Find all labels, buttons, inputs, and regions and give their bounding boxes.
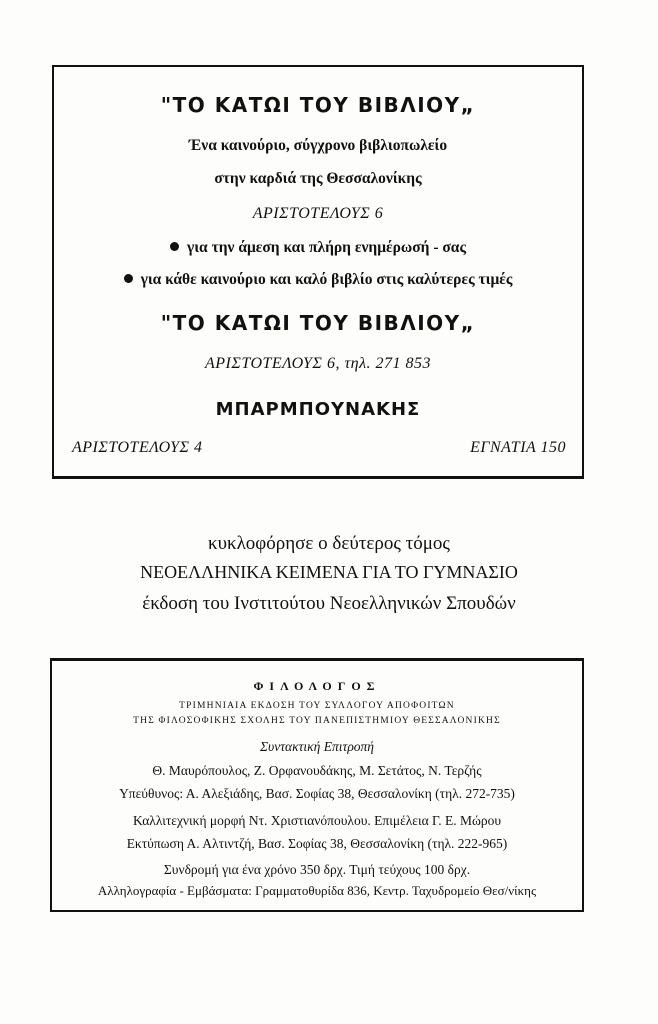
ad-bullet-1-text: για την άμεση και πλήρη ενημέρωσή - σας (186, 239, 466, 256)
ad-bullet-2 (54, 271, 582, 289)
ad-bullet-2-text: για κάθε καινούριο και καλό βιβλίο στις καλύτερες τιμές (140, 271, 513, 288)
ad-bullet-1 (54, 239, 582, 257)
ad-left-address: ΑΡΙΣΤΟΤΕΛΟΥΣ 4 (72, 439, 203, 456)
colophon-subtitle-2: ΤΗΣ ΦΙΛΟΣΟΦΙΚΗΣ ΣΧΟΛΗΣ ΤΟΥ ΠΑΝΕΠΙΣΤΗΜΙΟΥ ΘΕΣΣΑΛΟΝΙΚΗΣ (133, 716, 501, 726)
art-credit: Καλλιτεχνική μορφή Ντ. Χριστιανόπουλου. Επιμέλεια Γ. Ε. Μώρου (132, 813, 502, 828)
ad-address: ΑΡΙΣΤΟΤΕΛΟΥΣ 6 (252, 205, 384, 222)
ad-brand: ΜΠΑΡΜΠΟΥΝΑΚΗΣ (215, 399, 421, 420)
responsible-editor: Υπεύθυνος: Α. Αλεξιάδης, Βασ. Σοφίας 38, Θεσσαλονίκη (τηλ. 272-735) (119, 786, 515, 801)
subscription-info: Συνδρομή για ένα χρόνο 350 δρχ. Τιμή τεύχους 100 δρχ. (163, 862, 471, 877)
committee-label: Συντακτική Επιτροπή (259, 739, 375, 754)
colophon-box (50, 658, 584, 912)
ad-title-repeat: "ΤΟ ΚΑΤΩΙ ΤΟΥ ΒΙΒΛΙΟΥ„ (160, 311, 476, 335)
printing-credit: Εκτύπωση Α. Αλτιντζή, Βασ. Σοφίας 38, Θεσσαλονίκη (τηλ. 222-965) (126, 836, 508, 851)
colophon-subtitle-1: ΤΡΙΜΗΝΙΑΙΑ ΕΚΔΟΣΗ ΤΟΥ ΣΥΛΛΟΓΟΥ ΑΠΟΦΟΙΤΩΝ (179, 701, 455, 711)
committee-members: Θ. Μαυρόπουλος, Ζ. Ορφανουδάκης, Μ. Σετάτος, Ν. Τερζής (152, 763, 482, 778)
ad-address-phone: ΑΡΙΣΤΟΤΕΛΟΥΣ 6, τηλ. 271 853 (204, 355, 432, 372)
bookstore-ad (52, 65, 584, 479)
ad-tagline: Ένα καινούριο, σύγχρονο βιβλιοπωλείο (188, 137, 448, 154)
ad-right-address: ΕΓΝΑΤΙΑ 150 (470, 439, 566, 456)
announcement-line-2: ΝΕΟΕΛΛΗΝΙΚΑ ΚΕΙΜΕΝΑ ΓΙΑ ΤΟ ΓΥΜΝΑΣΙΟ (140, 562, 518, 582)
announcement-line-1: κυκλοφόρησε ο δεύτερος τόμος (208, 533, 450, 554)
colophon-title: ΦΙΛΟΛΟΓΟΣ (253, 679, 381, 693)
bullet-icon (170, 242, 179, 251)
ad-title: "ΤΟ ΚΑΤΩΙ ΤΟΥ ΒΙΒΛΙΟΥ„ (160, 93, 476, 117)
ad-location: στην καρδιά της Θεσσαλονίκης (214, 170, 422, 187)
bullet-icon (124, 274, 133, 283)
announcement-line-3: έκδοση του Ινστιτούτου Νεοελληνικών Σπουδών (142, 593, 516, 614)
mail-info: Αλληλογραφία - Εμβάσματα: Γραμματοθυρίδα 836, Κεντρ. Ταχυδρομείο Θεσ/νίκης (97, 883, 537, 898)
